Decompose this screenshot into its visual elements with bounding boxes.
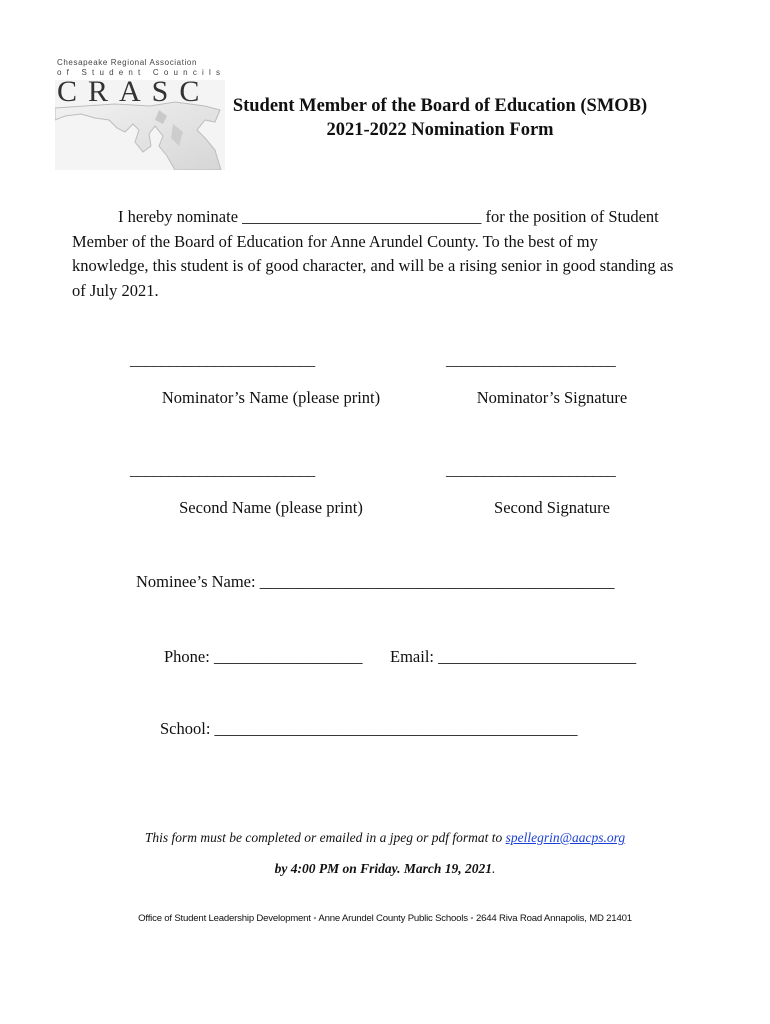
second-signature-label: Second Signature	[494, 498, 610, 517]
statement-line-3: knowledge, this student is of good character, and will be a rising senior in good standing as	[72, 256, 674, 275]
logo-line-2: of Student Councils	[57, 68, 226, 77]
footer-separator-2: ◦	[467, 913, 476, 924]
nominator-signature-field[interactable]: ______________________	[446, 352, 616, 369]
footer-address	[0, 913, 770, 924]
nomination-statement	[72, 205, 722, 303]
footer-district: Anne Arundel County Public Schools	[318, 913, 468, 924]
deadline-text: by 4:00 PM on Friday. March 19, 2021	[274, 861, 492, 876]
email-field[interactable]: Email: ________________________	[390, 647, 637, 666]
school-field[interactable]: School: ____________________________________________	[160, 719, 578, 738]
nominator-signature-label: Nominator’s Signature	[476, 388, 628, 407]
footer-street: 2644 Riva Road Annapolis, MD 21401	[475, 913, 632, 924]
second-name-label: Second Name (please print)	[179, 498, 363, 517]
logo-line-1: Chesapeake Regional Association	[57, 58, 198, 67]
statement-line-4: of July 2021.	[72, 280, 159, 300]
nominee-name-field[interactable]: Nominee’s Name: ___________________________________________	[136, 572, 615, 591]
phone-field[interactable]: Phone: __________________	[164, 647, 363, 666]
submission-note	[0, 830, 770, 846]
deadline-note	[0, 861, 770, 877]
statement-line-1[interactable]: I hereby nominate _____________________________ for the position of Student	[118, 207, 659, 226]
deadline-period: .	[492, 861, 496, 876]
contact-email-link[interactable]: spellegrin@aacps.org	[505, 830, 626, 845]
statement-line-2: Member of the Board of Education for Anne Arundel County. To the best of my	[72, 231, 598, 251]
footer-office: Office of Student Leadership Development	[138, 913, 311, 924]
second-name-field[interactable]: ________________________	[130, 462, 315, 479]
submission-note-text: This form must be completed or emailed in a jpeg or pdf format to	[144, 830, 506, 845]
nominator-name-label: Nominator’s Name (please print)	[161, 388, 381, 407]
nominator-name-field[interactable]: ________________________	[130, 352, 315, 369]
footer-separator-1: ◦	[310, 913, 319, 924]
form-subtitle: 2021-2022 Nomination Form	[326, 120, 554, 140]
form-title: Student Member of the Board of Education (SMOB)	[232, 96, 648, 116]
logo-wordmark: CRASC	[57, 75, 211, 108]
second-signature-field[interactable]: ______________________	[446, 462, 616, 479]
